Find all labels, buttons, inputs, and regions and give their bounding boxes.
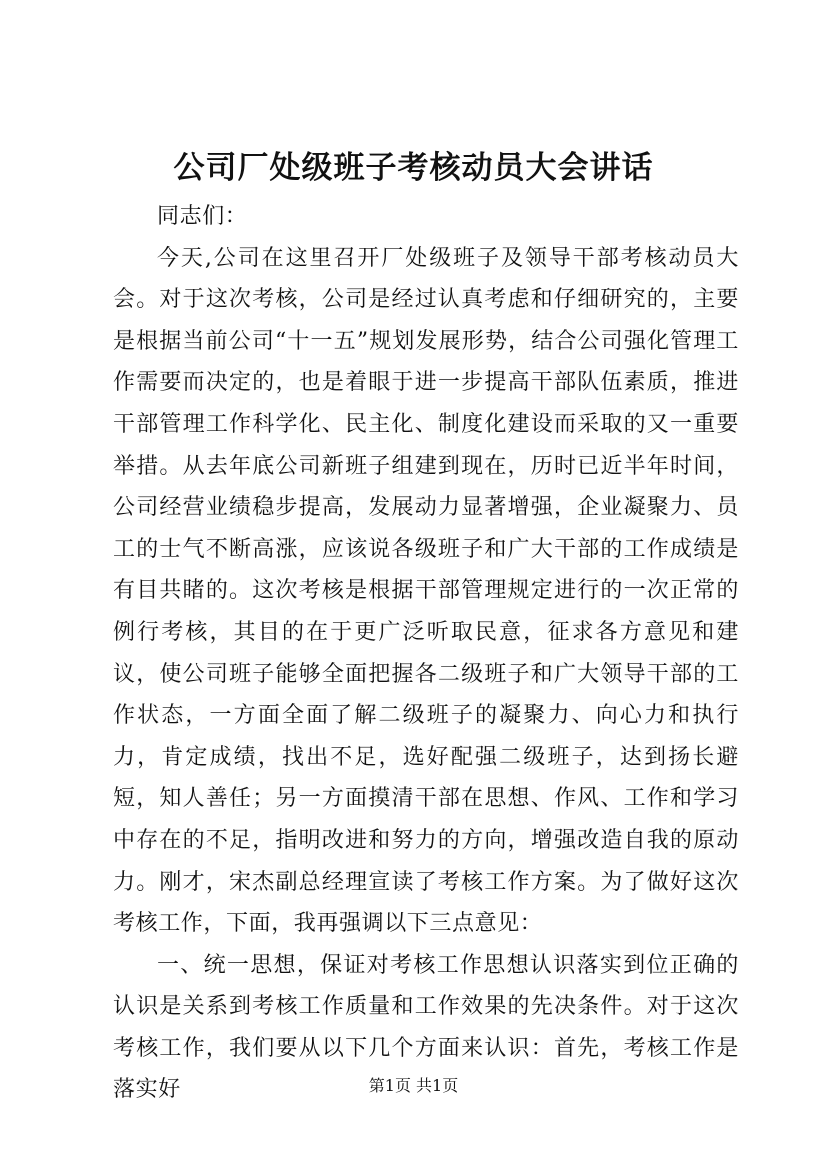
paragraph-1: 今天,公司在这里召开厂处级班子及领导干部考核动员大会。对于这次考核，公司是经过认真考虑和仔细研究的，主要是根据当前公司“十一五”规划发展形势，结合公司强化管理工作需要而决定的，也是着眼于进一步提高干部队伍素质，推进干部管理工作科学化、民主化、制度化建设而采取的又一重要举措。从去年底公司新班子组建到现在，历时已近半年时间，公司经营业绩稳步提高，发展动力显著增强，企业凝聚力、员工的士气不断高涨，应该说各级班子和广大干部的工作成绩是有目共睹的。这次考核是根据干部管理规定进行的一次正常的例行考核，其目的在于更广泛听取民意，征求各方意见和建议，使公司班子能够全面把握各二级班子和广大领导干部的工作状态，一方面全面了解二级班子的凝聚力、向心力和执行力，肯定成绩，找出不足，选好配强二级班子，达到扬长避短，知人善任；另一方面摸清干部在思想、作风、工作和学习中存在的不足，指明改进和努力的方向，增强改造自我的原动力。刚才，宋杰副总经理宣读了考核工作方案。为了做好这次考核工作，下面，我再强调以下三点意见： bbox=[113, 245, 739, 937]
document-title: 公司厂处级班子考核动员大会讲话 bbox=[173, 150, 654, 186]
paragraph-2: 一、统一思想，保证对考核工作思想认识落实到位正确的认识是关系到考核工作质量和工作效果的先决条件。对于这次考核工作，我们要从以下几个方面来认识：首先，考核工作是落实好 bbox=[113, 952, 739, 1103]
salutation: 同志们： bbox=[157, 204, 248, 229]
page-number-footer: 第1页 共1页 bbox=[368, 1076, 459, 1095]
document-body bbox=[113, 196, 739, 1111]
